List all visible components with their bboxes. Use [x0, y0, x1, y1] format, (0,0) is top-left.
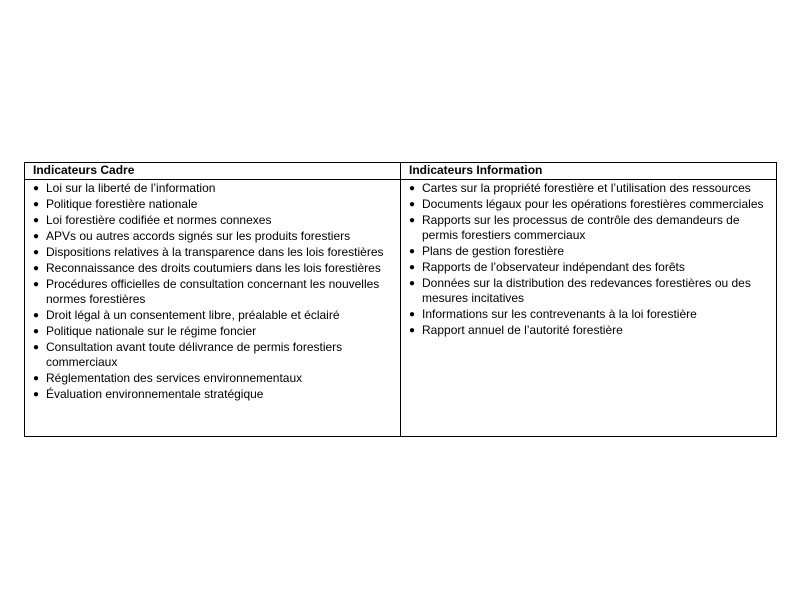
bullet-icon: ●	[33, 199, 40, 210]
cadre-list	[25, 181, 400, 402]
list-item	[33, 371, 394, 386]
bullet-icon: ●	[33, 326, 40, 337]
bullet-icon: ●	[409, 325, 416, 336]
list-item-text: Documents légaux pour les opérations forestières commerciales	[422, 197, 764, 211]
list-item-text: APVs ou autres accords signés sur les produits forestiers	[46, 229, 351, 243]
bullet-icon: ●	[409, 246, 416, 257]
list-item	[33, 308, 394, 323]
list-item-text: Droit légal à un consentement libre, préalable et éclairé	[46, 308, 340, 322]
list-item	[33, 387, 394, 402]
list-item-text: Rapport annuel de l’autorité forestière	[422, 323, 623, 337]
list-item	[409, 276, 770, 306]
bullet-icon: ●	[33, 342, 40, 353]
content-row	[25, 180, 777, 437]
bullet-icon: ●	[409, 215, 416, 226]
list-item	[33, 277, 394, 307]
bullet-icon: ●	[409, 183, 416, 194]
bullet-icon: ●	[33, 263, 40, 274]
list-item-text: Évaluation environnementale stratégique	[46, 387, 264, 401]
list-item-text: Politique forestière nationale	[46, 197, 198, 211]
bullet-icon: ●	[33, 247, 40, 258]
header-row	[25, 163, 777, 180]
list-item	[33, 229, 394, 244]
bullet-icon: ●	[33, 389, 40, 400]
list-item	[409, 197, 770, 212]
list-item-text: Cartes sur la propriété forestière et l’utilisation des ressources	[422, 181, 751, 195]
bullet-icon: ●	[33, 279, 40, 290]
list-item-text: Procédures officielles de consultation concernant les nouvelles normes forestières	[46, 277, 380, 306]
bullet-icon: ●	[409, 262, 416, 273]
header-indicateurs-cadre: Indicateurs Cadre	[25, 163, 401, 180]
information-cell	[401, 180, 777, 437]
list-item-text: Loi forestière codifiée et normes connexes	[46, 213, 272, 227]
bullet-icon: ●	[33, 373, 40, 384]
bullet-icon: ●	[409, 278, 416, 289]
list-item	[409, 181, 770, 196]
list-item-text: Dispositions relatives à la transparence dans les lois forestières	[46, 245, 384, 259]
header-indicateurs-information: Indicateurs Information	[401, 163, 777, 180]
list-item-text: Informations sur les contrevenants à la loi forestière	[422, 307, 697, 321]
information-list	[401, 181, 776, 338]
list-item-text: Loi sur la liberté de l’information	[46, 181, 216, 195]
list-item	[33, 340, 394, 370]
list-item-text: Rapports de l’observateur indépendant des forêts	[422, 260, 685, 274]
list-item	[33, 324, 394, 339]
list-item	[33, 213, 394, 228]
bullet-icon: ●	[33, 231, 40, 242]
list-item	[409, 323, 770, 338]
list-item	[33, 261, 394, 276]
list-item	[33, 245, 394, 260]
list-item-text: Consultation avant toute délivrance de permis forestiers commerciaux	[46, 340, 343, 369]
list-item-text: Réglementation des services environnementaux	[46, 371, 303, 385]
list-item-text: Données sur la distribution des redevances forestières ou des mesures incitatives	[422, 276, 751, 305]
cadre-cell	[25, 180, 401, 437]
list-item-text: Politique nationale sur le régime foncier	[46, 324, 257, 338]
bullet-icon: ●	[409, 199, 416, 210]
bullet-icon: ●	[33, 183, 40, 194]
list-item-text: Rapports sur les processus de contrôle des demandeurs de permis forestiers commerciaux	[422, 213, 740, 242]
list-item	[33, 181, 394, 196]
list-item	[33, 197, 394, 212]
bullet-icon: ●	[33, 310, 40, 321]
list-item-text: Plans de gestion forestière	[422, 244, 565, 258]
list-item-text: Reconnaissance des droits coutumiers dans les lois forestières	[46, 261, 381, 275]
list-item	[409, 260, 770, 275]
list-item	[409, 244, 770, 259]
list-item	[409, 213, 770, 243]
list-item	[409, 307, 770, 322]
indicators-table	[24, 162, 777, 437]
bullet-icon: ●	[409, 309, 416, 320]
bullet-icon: ●	[33, 215, 40, 226]
